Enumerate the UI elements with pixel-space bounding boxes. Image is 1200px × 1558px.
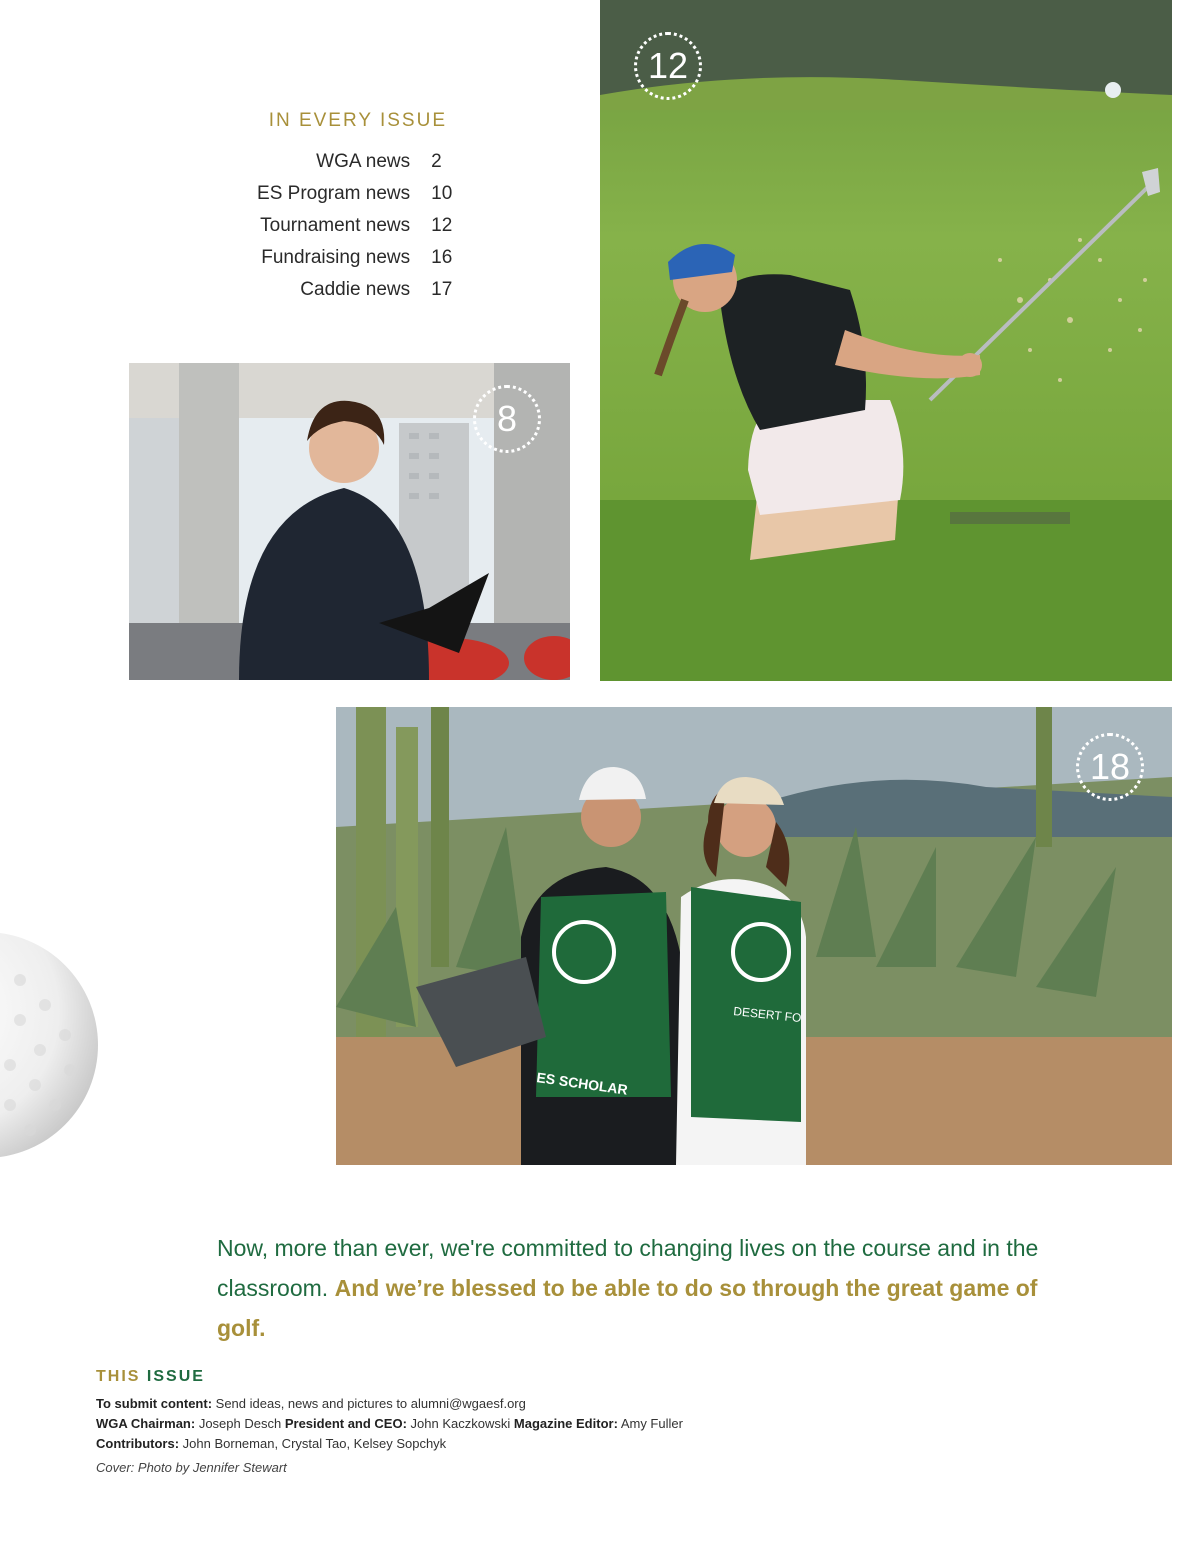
vest-right-text: DESERT FO [732, 1004, 803, 1026]
toc-list [210, 146, 470, 306]
contributors-names: John Borneman, Crystal Tao, Kelsey Sopchyk [182, 1436, 447, 1451]
submit-label: To submit content: [96, 1396, 213, 1411]
vest-left-text: ES SCHOLAR [535, 1069, 629, 1098]
toc-item-page: 12 [431, 215, 453, 236]
toc-item-page: 10 [431, 183, 453, 204]
page-badge-18[interactable]: 18 [1076, 733, 1144, 801]
submit-line [96, 1394, 683, 1414]
submit-text[interactable]: Send ideas, news and pictures to alumni@wgaesf.org [215, 1396, 526, 1411]
ceo-label: President and CEO: [284, 1416, 407, 1431]
ceo-name: John Kaczkowski [410, 1416, 511, 1431]
this-issue-word2: ISSUE [146, 1368, 205, 1385]
toc-item[interactable] [210, 274, 470, 306]
quote-plain: Now, more than ever, we're committed to changing lives on the course and in the classroom. [217, 1235, 1039, 1301]
this-issue-heading [96, 1368, 205, 1386]
toc-item[interactable] [210, 178, 470, 210]
cover-credit: Cover: Photo by Jennifer Stewart [96, 1460, 287, 1475]
toc-heading: IN EVERY ISSUE [268, 110, 447, 131]
golf-ball-icon [0, 930, 110, 1160]
toc-item-label: WGA news [316, 151, 411, 172]
caddies-illustration [336, 707, 1172, 1165]
toc-item[interactable] [210, 146, 470, 178]
staff-line [96, 1414, 683, 1434]
toc-item[interactable] [210, 242, 470, 274]
mission-quote [217, 1228, 1087, 1348]
contributors-label: Contributors: [96, 1436, 180, 1451]
toc-item-page: 17 [431, 279, 453, 300]
page-badge-12[interactable]: 12 [634, 32, 702, 100]
editor-name: Amy Fuller [620, 1416, 683, 1431]
this-issue-word1: THIS [96, 1368, 141, 1385]
contributors-line [96, 1434, 683, 1454]
caddies-photo[interactable] [336, 707, 1172, 1165]
quote-bold: And we’re blessed to be able to do so through the great game of golf. [217, 1275, 1038, 1341]
chair-name: Joseph Desch [198, 1416, 282, 1431]
chair-label: WGA Chairman: [96, 1416, 196, 1431]
toc-item-page: 2 [431, 151, 442, 172]
toc-item[interactable] [210, 210, 470, 242]
editor-label: Magazine Editor: [513, 1416, 618, 1431]
golfer-illustration [600, 0, 1172, 681]
credits [96, 1394, 683, 1454]
toc-item-label: ES Program news [257, 183, 411, 204]
student-photo[interactable] [129, 363, 570, 680]
toc-item-label: Tournament news [260, 215, 411, 236]
toc-item-page: 16 [431, 247, 453, 268]
toc-item-label: Caddie news [300, 279, 411, 300]
toc-item-label: Fundraising news [261, 247, 411, 268]
page-badge-8[interactable]: 8 [473, 385, 541, 453]
golfer-photo[interactable] [600, 0, 1172, 681]
